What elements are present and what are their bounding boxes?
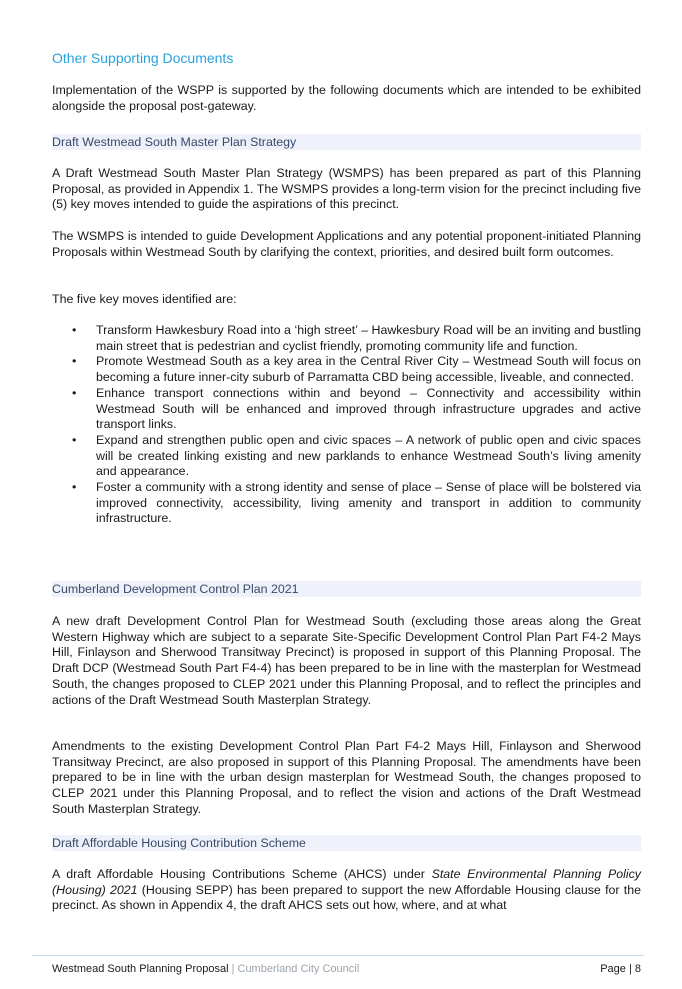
list-item [52,480,641,527]
key-moves-intro: The five key moves identified are: [52,292,237,306]
bullet-icon: • [72,385,77,400]
list-item [52,433,641,480]
list-item-text: Foster a community with a strong identity and sense of place – Sense of place will be bolstered via improved connectivity, accessibility, living amenity and transport in addition to community infrastructure. [96,480,641,526]
ahcs-text-start: A draft Affordable Housing Contributions Scheme (AHCS) under [52,867,432,881]
section-heading-dcp: Cumberland Development Control Plan 2021 [52,581,641,597]
list-item-text: Promote Westmead South as a key area in the Central River City – Westmead South will focus on becoming a future inner-city suburb of Parramatta CBD being accessible, liveable, and connected. [96,354,641,385]
bullet-icon: • [72,432,77,447]
ahcs-paragraph-1 [52,867,641,914]
list-item [52,386,641,433]
master-plan-paragraph-2: The WSMPS is intended to guide Development Applications and any potential proponent-initiated Planning Proposals within Westmead South by clarifying the context, priorities, and desired built form outcomes. [52,229,641,259]
bullet-icon: • [72,323,77,337]
section-heading-master-plan: Draft Westmead South Master Plan Strategy [52,134,641,150]
list-item [52,354,641,385]
footer-org: Cumberland City Council [237,963,360,975]
page-number: Page | 8 [600,963,641,975]
footer-left [52,963,359,976]
footer-doc-title: Westmead South Planning Proposal [52,963,229,975]
section-heading-ahcs: Draft Affordable Housing Contribution Scheme [52,835,641,851]
bullet-icon: • [72,480,77,495]
dcp-paragraph-1: A new draft Development Control Plan for Westmead South (excluding those areas along the Great Western Highway which are subject to a separate Site-Specific Development Control Plan Part F4-2 Mays Hill, Finlayson and Sherwood Transitway Precinct) is proposed in support of this Planning Proposal. The Draft DCP (Westmead South Part F4-4) has been prepared to be in line with the masterplan for Westmead South, the changes proposed to CLEP 2021 under this Planning Proposal, and to reflect the principles and actions of the Draft Westmead South Masterplan Strategy. [52,614,641,707]
bullet-icon: • [72,354,77,369]
intro-paragraph: Implementation of the WSPP is supported by the following documents which are intended to be exhibited alongside the proposal post-gateway. [52,83,641,113]
list-item-text: Expand and strengthen public open and civic spaces – A network of public open and civic spaces will be created linking existing and new parklands to enhance Westmead South’s living amenity and appearance. [96,432,641,479]
dcp-paragraph-2: Amendments to the existing Development Control Plan Part F4-2 Mays Hill, Finlayson and Sherwood Transitway Precinct, are also proposed in support of this Planning Proposal. The amendments have been prepared to be in line with the urban design masterplan for Westmead South, the changes proposed to CLEP 2021 under this Planning Proposal, and to reflect the vision and actions of the Draft Westmead South Masterplan Strategy. [52,739,641,816]
ahcs-text-end: (Housing SEPP) has been prepared to support the new Affordable Housing clause for the precinct. As shown in Appendix 4, the draft AHCS sets out how, where, and at what [52,882,641,913]
list-item-text: Transform Hawkesbury Road into a ‘high street’ – Hawkesbury Road will be an inviting and bustling main street that is pedestrian and cyclist friendly, promoting community life and function. [96,323,641,353]
list-item [52,323,641,354]
footer-separator: | [231,963,235,975]
list-item-text: Enhance transport connections within and beyond – Connectivity and accessibility within Westmead South will be enhanced and improved through infrastructure upgrades and active transport links. [96,385,641,432]
page-heading: Other Supporting Documents [52,50,234,66]
master-plan-paragraph-1: A Draft Westmead South Master Plan Strategy (WSMPS) has been prepared as part of this Planning Proposal, as provided in Appendix 1. The WSMPS provides a long-term vision for the precinct including five (5) key moves intended to guide the aspirations of this precinct. [52,166,641,212]
footer-divider [32,955,644,956]
ahcs-policy-name: State Environmental Planning Policy (Housing) 2021 [52,867,641,897]
key-moves-list [52,323,641,527]
